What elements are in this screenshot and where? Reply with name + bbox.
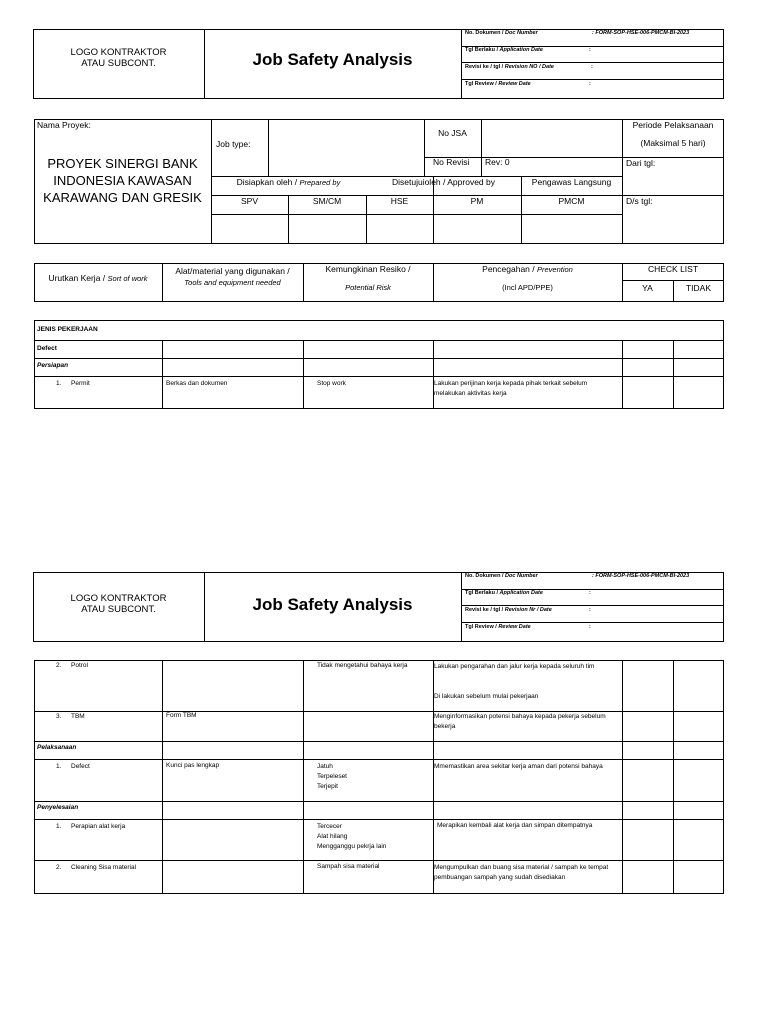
from-date-label: Dari tgl: <box>626 158 656 168</box>
col-tools-en: Tools and equipment needed <box>184 278 281 287</box>
supervisor-label: Pengawas Langsung <box>531 177 612 187</box>
period-max: (Maksimal 5 hari) <box>640 138 706 148</box>
col-checklist: CHECK LIST <box>647 264 699 274</box>
to-date-label: D/s tgl: <box>626 196 653 206</box>
revision-number: Rev: 0 <box>485 157 510 167</box>
no-revisi-label: No Revisi <box>433 157 470 167</box>
work-step: Potrol <box>71 662 88 669</box>
section-penyelesaian: Penyelesaian <box>37 804 79 811</box>
doc-number-value: : FORM-SOP-HSE-006-PMCM-BI-2023 <box>592 573 690 579</box>
approved-by-label: Disetujuioleh / Approved by <box>391 177 495 187</box>
section-pelaksanaan: Pelaksanaan <box>37 744 77 751</box>
review-date-label: Tgl Review / Review Date <box>465 624 531 630</box>
risk-cell: Tercecer Alat hilang Mengganggu pekrja lain <box>317 823 387 850</box>
logo-placeholder: LOGO KONTRAKTOR ATAU SUBCONT. <box>70 47 167 69</box>
prevention-cell: Lakukan pengarahan dan jalur kerja kepada seluruh tim <box>434 663 595 670</box>
revision-label: Revisi ke / tgl / Revision Nr / Date <box>465 607 552 613</box>
pm-label: PM <box>470 196 484 206</box>
period-label: Periode Pelaksanaan <box>632 120 714 130</box>
defect-label: Defect <box>37 345 57 352</box>
work-step: Perapian alat kerja <box>71 823 126 830</box>
project-name: PROYEK SINERGI BANK INDONESIA KAWASAN KARAWANG DAN GRESIK <box>43 156 202 205</box>
col-risk: Kemungkinan Resiko / <box>325 264 411 274</box>
risk-cell: Tidak mengetahui bahaya kerja <box>317 662 408 669</box>
review-date-value: : <box>589 81 591 87</box>
spv-label: SPV <box>240 196 258 206</box>
prevention-cell: Mengumpulkan dan buang sisa material / sampah ke tempat pembuangan sampah yang sudah disediakan <box>434 864 609 881</box>
revision-label: Revisi ke / tgl / Revision NO / Date <box>465 64 554 70</box>
col-ya: YA <box>642 283 653 293</box>
row-number: 1. <box>56 380 62 387</box>
col-tidak: TIDAK <box>685 283 712 293</box>
prevention-cell: Mmemastikan area sekitar kerja aman dari potensi bahaya <box>434 763 603 770</box>
risk-cell: Sampah sisa material <box>317 863 380 870</box>
tools-cell: Kunci pas lengkap <box>166 762 220 769</box>
application-date-label: Tgl Berlaku / Application Date <box>465 47 543 53</box>
section-persiapan: Persiapan <box>37 362 69 369</box>
work-step: Permit <box>71 380 90 387</box>
doc-number-value: : FORM-SOP-HSE-006-PMCM-BI-2023 <box>592 30 690 36</box>
job-type-header: JENIS PEKERJAAN <box>37 326 98 333</box>
tools-cell: Berkas dan dokumen <box>166 380 228 387</box>
prevention-cell: Merapikan kembali alat kerja dan simpan ditempatnya <box>437 822 593 829</box>
revision-value: : <box>589 607 591 613</box>
job-type-label: Job type: <box>216 139 251 149</box>
prepared-by-label: Disiapkan oleh / Prepared by <box>236 177 341 187</box>
review-date-value: : <box>589 624 591 630</box>
row-number: 1. <box>56 823 62 830</box>
doc-number-label: No. Dokumen / Doc Number <box>465 573 538 579</box>
work-step: TBM <box>71 713 85 720</box>
risk-cell: Jatuh Terpeleset Terjepit <box>317 763 347 790</box>
prevention-cell-note: Di lakukan sebelum mulai pekerjaan <box>434 693 539 700</box>
application-date-label: Tgl Berlaku / Application Date <box>465 590 543 596</box>
col-work-order: Urutkan Kerja / Sort of work <box>48 273 148 283</box>
page-title: Job Safety Analysis <box>252 50 413 69</box>
work-step: Defect <box>71 763 90 770</box>
row-number: 3. <box>56 713 62 720</box>
tools-cell: Form TBM <box>166 712 197 719</box>
logo-placeholder: LOGO KONTRAKTOR ATAU SUBCONT. <box>70 593 167 615</box>
smcm-label: SM/CM <box>312 196 342 206</box>
col-tools: Alat/material yang digunakan / <box>175 266 290 276</box>
row-number: 2. <box>56 662 62 669</box>
application-date-value: : <box>589 47 591 53</box>
row-number: 1. <box>56 763 62 770</box>
col-prevention-sub: (Incl APD/PPE) <box>502 283 553 292</box>
project-name-label: Nama Proyek: <box>37 120 91 130</box>
col-prevention: Pencegahan / Prevention <box>482 264 573 274</box>
risk-cell: Stop work <box>317 380 346 387</box>
work-step: Cleaning Sisa material <box>71 864 137 871</box>
revision-value: : <box>591 64 593 70</box>
row-number: 2. <box>56 864 62 871</box>
no-jsa-label: No JSA <box>438 128 467 138</box>
pmcm-label: PMCM <box>558 196 585 206</box>
doc-number-label: No. Dokumen / Doc Number <box>465 30 538 36</box>
hse-label: HSE <box>390 196 409 206</box>
prevention-cell: Menginformasikan potensi bahaya kepada pekerja sebelum bekerja <box>434 713 606 730</box>
review-date-label: Tgl Review / Review Date <box>465 81 531 87</box>
prevention-cell: Lakukan perijinan kerja kepada pihak terkait sebelum melakukan aktivitas kerja <box>434 380 588 397</box>
col-risk-en: Potential Risk <box>345 283 391 292</box>
page-title: Job Safety Analysis <box>252 595 413 614</box>
application-date-value: : <box>589 590 591 596</box>
